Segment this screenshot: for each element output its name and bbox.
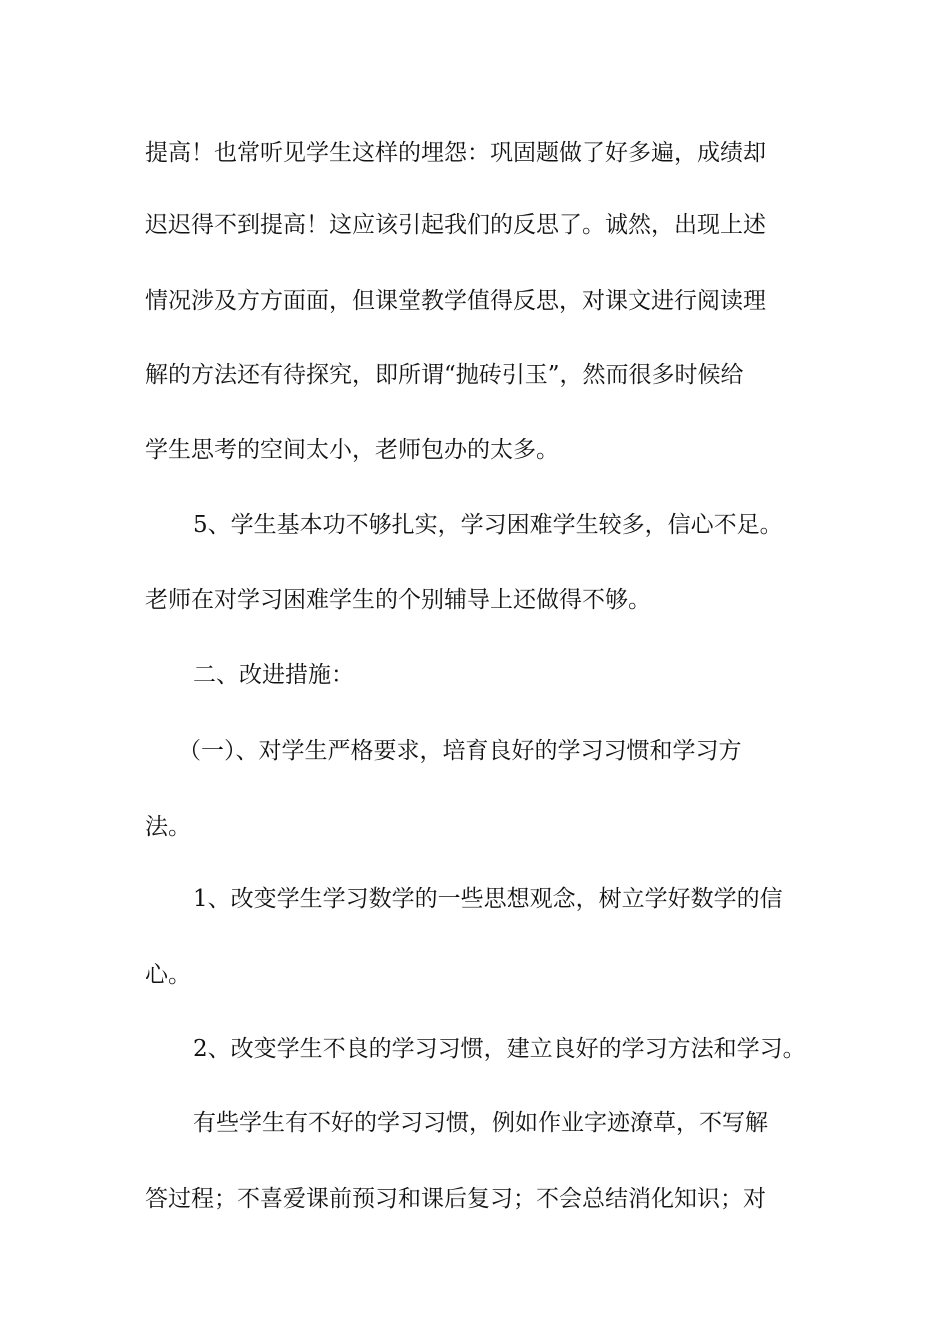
text-line: 1、改变学生学习数学的一些思想观念，树立学好数学的信	[193, 886, 783, 912]
text-line: 心。	[145, 962, 191, 988]
subsection-heading: （一）、对学生严格要求，培育良好的学习习惯和学习方	[178, 738, 742, 764]
text-line: 5、学生基本功不够扎实，学习困难学生较多，信心不足。	[193, 512, 783, 538]
text-line: 学生思考的空间太小，老师包办的太多。	[145, 437, 559, 463]
text-line: 答过程；不喜爱课前预习和课后复习；不会总结消化知识；对	[145, 1186, 766, 1212]
text-line: 解的方法还有待探究，即所谓“抛砖引玉”，然而很多时候给	[145, 362, 744, 388]
text-line: 提高！也常听见学生这样的埋怨：巩固题做了好多遍，成绩却	[145, 140, 766, 166]
text-line: 情况涉及方方面面，但课堂教学值得反思，对课文进行阅读理	[145, 288, 766, 314]
text-line: 法。	[145, 814, 191, 840]
section-heading: 二、改进措施：	[193, 662, 354, 688]
text-line: 老师在对学习困难学生的个别辅导上还做得不够。	[145, 587, 651, 613]
text-line: 2、改变学生不良的学习习惯，建立良好的学习方法和学习。	[193, 1036, 806, 1062]
text-line: 有些学生有不好的学习习惯，例如作业字迹潦草，不写解	[193, 1110, 768, 1136]
text-line: 迟迟得不到提高！这应该引起我们的反思了。诚然，出现上述	[145, 212, 766, 238]
